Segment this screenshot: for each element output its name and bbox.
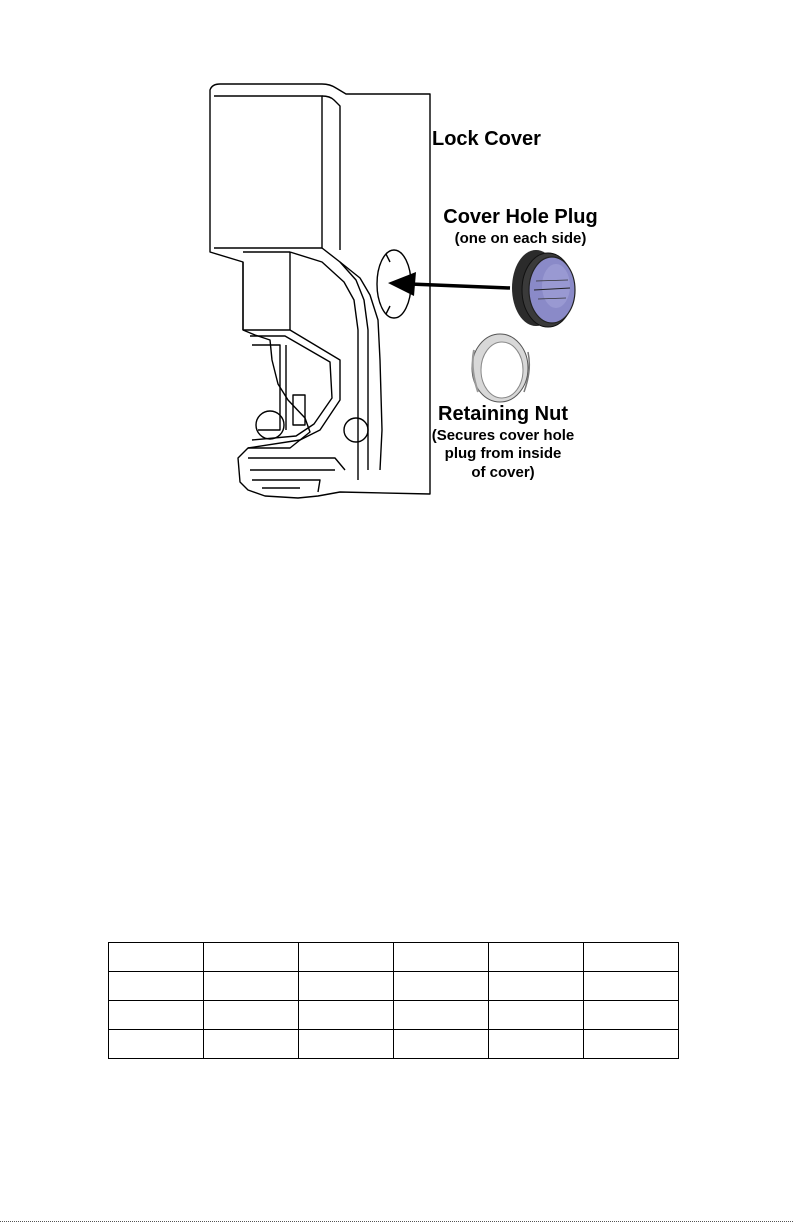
table-cell bbox=[299, 1001, 394, 1030]
retaining-nut-label bbox=[408, 403, 598, 481]
lock-cover-drawing bbox=[0, 0, 793, 520]
table-cell bbox=[109, 1001, 204, 1030]
table-row bbox=[109, 1030, 679, 1059]
table-cell bbox=[584, 1030, 679, 1059]
table-cell bbox=[394, 1030, 489, 1059]
retaining-nut-note-line-2: plug from inside bbox=[444, 445, 562, 463]
table-cell bbox=[204, 972, 299, 1001]
table-cell bbox=[109, 943, 204, 972]
table-cell bbox=[204, 943, 299, 972]
retaining-nut-image bbox=[472, 334, 529, 402]
table-cell bbox=[299, 1030, 394, 1059]
table-cell bbox=[204, 1030, 299, 1059]
table-cell bbox=[584, 972, 679, 1001]
table-cell bbox=[204, 1001, 299, 1030]
table-cell bbox=[394, 943, 489, 972]
table-row bbox=[109, 972, 679, 1001]
table-cell bbox=[489, 943, 584, 972]
cover-hole-plug-note: (one on each side) bbox=[454, 230, 587, 247]
table-cell bbox=[299, 943, 394, 972]
table-cell bbox=[394, 1001, 489, 1030]
table-row bbox=[109, 1001, 679, 1030]
footer-dotted-rule bbox=[0, 1221, 793, 1222]
table-cell bbox=[489, 1030, 584, 1059]
retaining-nut-note-line-3: of cover) bbox=[471, 463, 535, 481]
table-cell bbox=[584, 1001, 679, 1030]
lock-cover-label: Lock Cover bbox=[432, 128, 541, 150]
lock-cover-figure bbox=[0, 0, 793, 520]
cover-hole-plug-label bbox=[438, 206, 603, 247]
table-cell bbox=[584, 943, 679, 972]
table-cell bbox=[109, 972, 204, 1001]
table-cell bbox=[394, 972, 489, 1001]
table-row bbox=[109, 943, 679, 972]
retaining-nut-title: Retaining Nut bbox=[438, 403, 568, 425]
table-cell bbox=[489, 972, 584, 1001]
table-cell bbox=[109, 1030, 204, 1059]
arrow-icon bbox=[388, 272, 510, 296]
empty-record-table bbox=[108, 942, 679, 1059]
table-cell bbox=[299, 972, 394, 1001]
table-cell bbox=[489, 1001, 584, 1030]
retaining-nut-note-line-1: (Secures cover hole bbox=[431, 427, 575, 444]
cover-hole-plug-image bbox=[512, 250, 575, 327]
cover-hole-plug-title: Cover Hole Plug bbox=[443, 206, 598, 228]
